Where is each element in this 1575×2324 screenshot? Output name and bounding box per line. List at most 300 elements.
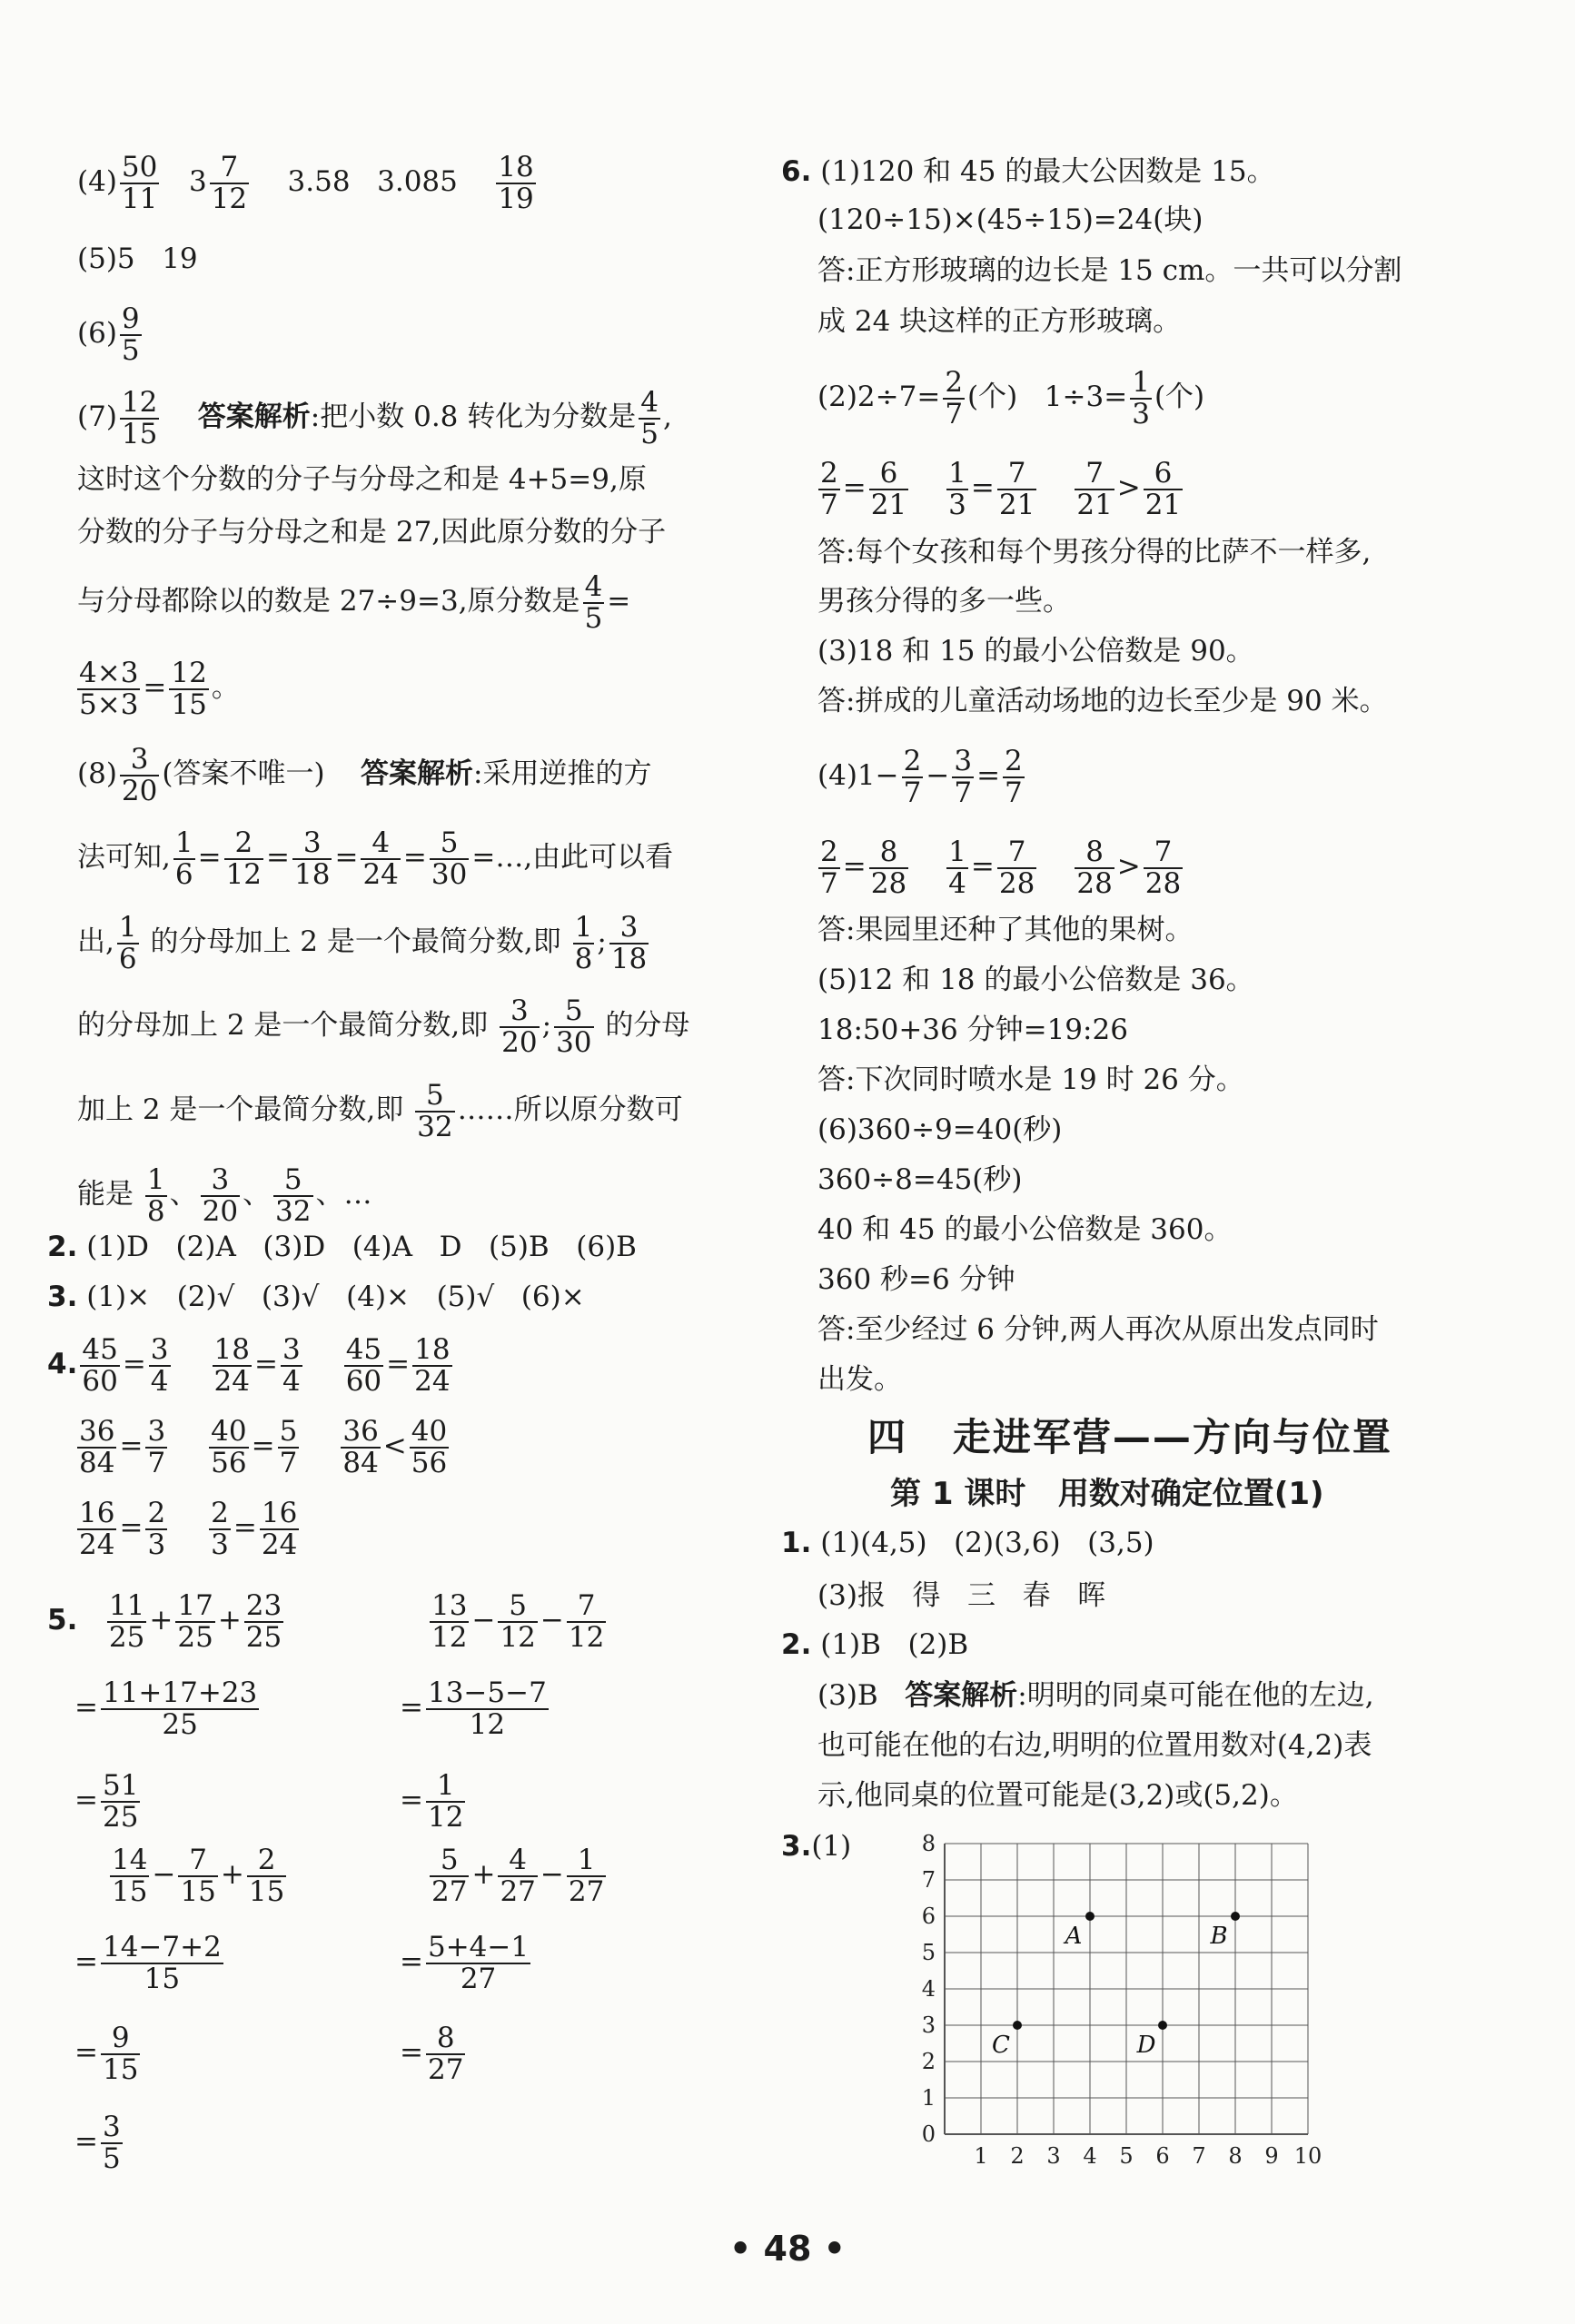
denominator: 21 [870,488,907,521]
denominator: 32 [275,1194,312,1228]
x-tick-label: 6 [1155,2143,1170,2169]
denominator: 24 [79,1528,115,1561]
numerator: 3 [282,1333,301,1366]
line-8-5: 加上 2 是一个最简分数,即 $\frac{5}{32}$ ……所以原分数可 [77,1079,683,1143]
numerator: 4×3 [79,657,139,689]
denominator: 7 [279,1446,298,1479]
numerator: 1 [118,911,137,944]
line-7-2: 这时这个分数的分子与分母之和是 4+5=9,原 [77,463,647,496]
question-6-5b: 18:50+36 分钟=19:26 [817,1014,1128,1046]
answer-analysis-tag: 答案解析 [197,401,311,434]
x-tick-label: 1 [974,2143,988,2169]
denominator: 7 [147,1446,166,1479]
fraction [818,459,840,519]
fraction [120,153,159,213]
question-6-4a: (4)1− $\frac{2}{7}$ − $\frac{3}{7}$ = $\frac{2}{7}$ [817,745,1023,809]
denominator: 3 [948,488,966,521]
numerator: 11+17+23 [102,1676,258,1709]
numerator: 1 [948,836,966,868]
operator: + [471,1858,496,1892]
line-7-5: $\frac{4\times 3}{5\times 3}$ = $\frac{12}{15}$ 。 [79,657,240,721]
numerator: 7 [1075,459,1114,490]
y-tick-label: 8 [921,1831,936,1856]
section-question-1b: (3)报 得 三 春 晖 [817,1579,1106,1612]
question-3: 3. (1)× (2)√ (3)√ (4)× (5)√ (6)× [47,1281,585,1313]
fraction [869,459,908,519]
denominator: 15 [180,1874,216,1908]
numerator: 6 [869,459,908,490]
denominator: 7 [945,397,964,430]
fraction [247,1845,286,1906]
x-tick-label: 8 [1228,2143,1243,2169]
numerator: 12 [171,657,207,689]
fraction [77,1417,116,1478]
question-5-d1 [427,1845,609,1906]
fraction [173,828,195,889]
fraction [213,1335,252,1396]
denominator: 15 [144,1962,181,1995]
denominator: 21 [1144,488,1182,521]
denominator: 25 [177,1620,213,1654]
fraction [500,996,539,1057]
numerator: 16 [261,1497,298,1529]
point-label-c: C [992,2032,1010,2059]
numerator: 5 [430,1845,469,1877]
section-question-1a: 1. (1)(4,5) (2)(3,6) (3,5) [781,1527,1154,1559]
denominator: 7 [820,488,838,521]
denominator: 4 [150,1364,169,1398]
fraction [1144,459,1183,519]
numerator: 36 [79,1415,115,1448]
denominator: 12 [431,1620,468,1654]
line-4: (4) $\frac{50}{11}$ 3 $\frac{7}{12}$ 3.58 3.085 $\frac{18}{19}$ [77,151,534,215]
denominator: 8 [574,942,593,975]
numerator: 14 [112,1844,148,1876]
denominator: 27 [427,2052,464,2086]
question-6-6e: 答:至少经过 6 分钟,两人再次从原出发点同时 [817,1313,1379,1346]
numerator: 3 [292,828,332,860]
x-tick-label: 4 [1083,2143,1097,2169]
line-7-3: 分数的分子与分母之和是 27,因此原分数的分子 [77,516,667,549]
denominator: 25 [245,1620,282,1654]
x-tick-label: 10 [1293,2143,1322,2169]
fraction [169,658,208,719]
question-5-b2: = $\frac{13-5-7}{12}$ [400,1676,547,1741]
fraction [145,1165,167,1226]
y-tick-label: 2 [921,2049,936,2074]
numerator: 7 [997,837,1036,869]
numerator: 13 [431,1589,468,1622]
fraction [149,1335,171,1396]
fraction [609,913,649,974]
denominator: 28 [1144,866,1182,900]
point-b [1231,1912,1240,1921]
fraction [430,1845,469,1906]
fraction [1144,837,1183,898]
operator: = [251,1429,275,1463]
fraction [567,1591,606,1652]
denominator: 25 [162,1707,198,1741]
operator: + [217,1604,242,1637]
equation [816,837,911,898]
fraction [344,1335,383,1396]
y-tick-label: 7 [921,1867,936,1893]
denominator: 28 [870,866,907,900]
denominator: 3 [211,1528,229,1561]
question-5-a2: = $\frac{11+17+23}{25}$ [74,1676,258,1741]
denominator: 12 [568,1620,605,1654]
question-6-5a: (5)12 和 18 的最小公倍数是 36。 [817,964,1254,996]
line-8-2: 法可知, $\frac{1}{6}$ = $\frac{2}{12}$ = $\frac{3}{18}$ = $\frac{4}{24}$ = $\frac{5}{30}$ =…,由此可以看 [77,826,674,891]
question-5-c1 [107,1845,289,1906]
x-tick-label: 2 [1010,2143,1025,2169]
question-6-3a: (3)18 和 15 的最小公倍数是 90。 [817,635,1254,668]
denominator: 4 [282,1364,301,1398]
denominator: 56 [211,1446,247,1479]
equation [1072,459,1185,519]
denominator: 15 [121,417,158,450]
equation [816,459,911,519]
denominator: 20 [121,774,158,807]
numerator: 4 [640,386,659,419]
denominator: 20 [501,1025,538,1059]
numerator: 2 [247,1845,286,1877]
denominator: 7 [1005,776,1023,809]
question-5-b1 [427,1591,609,1652]
denominator: 24 [414,1364,451,1398]
denominator: 30 [431,857,468,891]
denominator: 20 [202,1194,239,1228]
operator: = [386,1348,411,1381]
numerator: 1 [174,826,193,859]
operator: = [119,1429,144,1463]
numerator: 5 [279,1415,298,1448]
numerator: 5+4−1 [427,1931,530,1963]
section-question-2d: 示,他同桌的位置可能是(3,2)或(5,2)。 [817,1779,1298,1812]
numerator: 4 [361,828,400,860]
denominator: 3 [147,1528,166,1561]
question-6-1a: 6. (1)120 和 45 的最大公因数是 15。 [781,155,1275,188]
denominator: 30 [556,1025,592,1059]
section-question-2b: (3)B 答案解析:明明的同桌可能在他的左边, [817,1679,1374,1712]
numerator: 18 [213,1333,250,1366]
denominator: 32 [417,1110,453,1143]
fraction [1130,368,1152,429]
denominator: 24 [362,857,399,891]
numerator: 40 [211,1415,247,1448]
denominator: 27 [460,1962,497,1995]
fraction [554,996,593,1057]
fraction [361,828,400,889]
fraction [1075,837,1114,898]
operator: > [1116,471,1141,505]
equation [74,1417,170,1478]
point-label-d: D [1136,2032,1156,2059]
denominator: 7 [903,776,922,809]
denominator: 7 [820,866,838,900]
equation [210,1335,305,1396]
fraction [997,459,1036,519]
fraction [273,1165,312,1226]
numerator: 3 [201,1165,240,1197]
numerator: 1 [146,1163,165,1196]
fraction [120,304,142,365]
numerator: 17 [177,1589,213,1622]
denominator: 5 [584,601,603,635]
question-6-6b: 360÷8=45(秒) [817,1163,1023,1196]
denominator: 11 [121,182,158,215]
question-6-5c: 答:下次同时喷水是 19 时 26 分。 [817,1063,1244,1096]
fraction [426,1771,465,1832]
operator: = [970,850,995,884]
denominator: 27 [431,1874,468,1908]
question-5-a3: = $\frac{51}{25}$ [74,1769,139,1834]
fraction [1075,459,1114,519]
denominator: 24 [261,1528,298,1561]
numerator: 3 [102,2111,121,2143]
numerator: 23 [245,1589,282,1622]
section-question-3: 3.(1) [781,1830,852,1863]
numerator: 4 [498,1845,537,1877]
question-4-row-2 [74,1417,488,1478]
numerator: 8 [869,837,908,869]
numerator: 9 [121,302,140,335]
fraction [120,388,159,449]
numerator: 16 [79,1497,115,1529]
answer-analysis-tag: 答案解析 [361,757,473,791]
numerator: 3 [120,745,159,776]
fraction [567,1845,606,1906]
numerator: 9 [101,2023,140,2055]
fraction [498,1591,537,1652]
page-number: • 48 • [729,2229,846,2269]
numerator: 5 [273,1165,312,1197]
denominator: 15 [171,687,207,721]
denominator: 25 [102,1800,139,1834]
fraction [946,837,968,898]
denominator: 3 [1132,397,1150,430]
question-6-2a: (2)2÷7= $\frac{2}{7}$ (个) 1÷3= $\frac{1}{3}$ (个) [817,366,1205,430]
fraction [209,1417,248,1478]
denominator: 5 [102,2141,121,2175]
question-6-6d: 360 秒=6 分钟 [817,1263,1015,1296]
denominator: 21 [1076,488,1113,521]
numerator: 51 [102,1769,139,1802]
denominator: 56 [411,1446,448,1479]
fraction [101,2112,123,2173]
fraction [101,1933,223,1993]
y-tick-label: 6 [921,1904,936,1929]
fraction [573,913,595,974]
denominator: 18 [294,857,331,891]
numerator: 3 [150,1333,169,1366]
equation [77,1335,173,1396]
question-6-2c: 答:每个女孩和每个男孩分得的比萨不一样多, [817,536,1372,569]
operator: > [1116,850,1141,884]
numerator: 40 [411,1415,448,1448]
question-6-6c: 40 和 45 的最小公倍数是 360。 [817,1213,1233,1246]
denominator: 27 [568,1874,605,1908]
denominator: 19 [498,182,534,215]
fraction [145,1417,167,1478]
y-tick-label: 5 [921,1940,936,1965]
question-5-b3: = $\frac{1}{12}$ [400,1769,464,1834]
line-7-4: 与分母都除以的数是 27÷9=3,原分数是 $\frac{4}{5}$ = [77,570,631,635]
fraction [210,153,249,213]
equation [1072,837,1185,898]
y-tick-label: 1 [921,2085,936,2111]
numerator: 2 [820,836,838,868]
operator: − [152,1858,176,1892]
fraction [943,368,965,429]
numerator: 2 [903,745,922,777]
fraction [201,1165,240,1226]
numerator: 7 [997,459,1036,490]
denominator: 24 [213,1364,250,1398]
fraction [430,1591,469,1652]
x-tick-label: 7 [1192,2143,1206,2169]
fraction [902,747,924,807]
equation [944,837,1039,898]
numerator: 36 [342,1415,379,1448]
denominator: 84 [342,1446,379,1479]
question-6-1c: 答:正方形玻璃的边长是 15 cm。一共可以分割 [817,254,1402,287]
fraction [410,1417,449,1478]
operator: − [540,1604,564,1637]
numerator: 3 [954,745,973,777]
x-tick-label: 9 [1264,2143,1279,2169]
numerator: 14−7+2 [102,1931,222,1963]
point-label-a: A [1065,1923,1083,1950]
question-6-1b: (120÷15)×(45÷15)=24(块) [817,203,1204,236]
numerator: 2 [224,828,263,860]
numerator: 3 [500,996,539,1028]
equation [342,1335,455,1396]
fraction [997,837,1036,898]
numerator: 5 [498,1591,537,1623]
numerator: 3 [147,1415,166,1448]
question-5-c3: = $\frac{9}{15}$ [74,2022,139,2086]
fraction [117,913,139,974]
fraction [80,1335,119,1396]
numerator: 1 [1132,366,1150,399]
question-6-4c: 答:果园里还种了其他的果树。 [817,914,1194,946]
fraction [101,1678,259,1739]
numerator: 5 [554,996,593,1028]
equation [338,1417,451,1478]
line-8-4: 的分母加上 2 是一个最简分数,即 $\frac{3}{20}$ ; $\frac{5}{30}$ 的分母 [77,994,690,1059]
fraction [426,1933,530,1993]
point-c [1013,2021,1022,2030]
question-5-d2: = $\frac{5+4-1}{27}$ [400,1931,530,1995]
fraction [120,745,159,806]
equation [206,1498,302,1559]
section-question-2c: 也可能在他的右边,明明的位置用数对(4,2)表 [817,1729,1372,1762]
fraction [869,837,908,898]
denominator: 60 [82,1364,118,1398]
denominator: 21 [998,488,1035,521]
fraction [278,1417,300,1478]
denominator: 12 [211,182,248,215]
chapter-title: 四 走进军营——方向与位置 [867,1415,1392,1459]
question-6-4b [816,837,1218,898]
question-6-2d: 男孩分得的多一些。 [817,585,1071,618]
equation [74,1498,170,1559]
y-tick-label: 4 [921,1976,936,2002]
question-5-c4: = $\frac{3}{5}$ [74,2111,121,2175]
equation [206,1417,302,1478]
fraction [952,747,974,807]
x-tick-label: 5 [1119,2143,1134,2169]
denominator: 15 [102,2052,139,2086]
y-tick-label: 3 [921,2012,936,2038]
numerator: 7 [178,1845,217,1877]
denominator: 15 [112,1874,148,1908]
numerator: 1 [948,457,966,490]
operator: − [471,1604,496,1637]
denominator: 18 [610,942,648,975]
section-question-2a: 2. (1)B (2)B [781,1628,969,1661]
numerator: 7 [1144,837,1183,869]
fraction [110,1845,149,1906]
line-8-6: 能是 $\frac{1}{8}$ 、 $\frac{3}{20}$ 、 $\frac{5}{32}$ 、… [77,1163,372,1228]
fraction [818,837,840,898]
question-6-2b [816,459,1218,519]
fraction [415,1081,454,1142]
fraction [292,828,332,889]
denominator: 15 [248,1874,285,1908]
operator: + [220,1858,244,1892]
fraction [412,1335,451,1396]
question-6-1d: 成 24 块这样的正方形玻璃。 [817,305,1182,338]
operator: = [842,850,867,884]
fraction [77,658,140,719]
fraction [175,1591,214,1652]
numerator: 2 [211,1497,229,1529]
numerator: 18 [498,151,534,183]
operator: + [149,1604,173,1637]
denominator: 5 [121,333,140,367]
point-a [1085,1912,1095,1921]
denominator: 5 [640,417,659,450]
fraction [77,1498,116,1559]
denominator: 27 [500,1874,536,1908]
numerator: 45 [345,1333,382,1366]
fraction [430,828,469,889]
fraction [145,1498,167,1559]
denominator: 28 [998,866,1035,900]
numerator: 1 [567,1845,606,1877]
numerator: 11 [108,1589,145,1622]
fraction [260,1498,299,1559]
fraction [426,2023,465,2084]
fraction [341,1417,380,1478]
coordinate-grid-chart [890,1825,1322,2171]
fraction [178,1845,217,1906]
denominator: 6 [118,942,137,975]
line-7: (7) $\frac{12}{15}$ 答案解析:把小数 0.8 转化为分数是 $\frac{4}{5}$ , [77,386,672,450]
denominator: 84 [79,1446,115,1479]
numerator: 3 [609,913,649,944]
answer-analysis-tag: 答案解析 [905,1679,1018,1712]
line-8: (8) $\frac{3}{20}$ (答案不唯一) 答案解析:采用逆推的方 [77,743,652,807]
fraction [639,388,660,449]
operator: < [382,1429,407,1463]
operator: = [122,1348,146,1381]
question-6-6a: (6)360÷9=40(秒) [817,1113,1063,1146]
question-4-row-1: 4. $\frac{45}{60}$ = $\frac{3}{4}$ $\frac{18}{24}$ = $\frac{3}{4}$ $\frac{45}{60}$ = $\frac{18}{24}$ [47,1335,491,1396]
numerator: 18 [414,1333,451,1366]
